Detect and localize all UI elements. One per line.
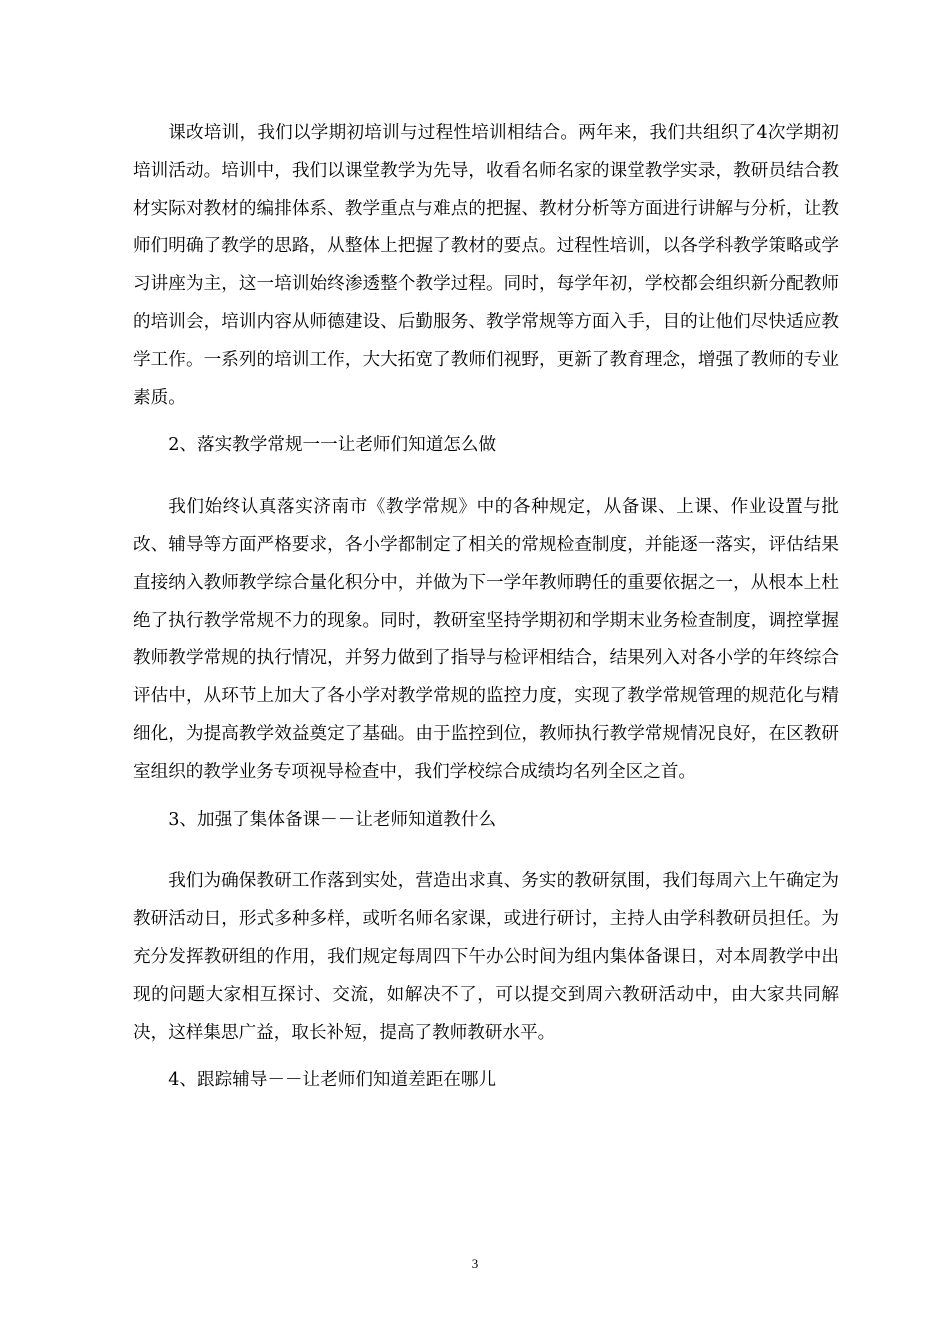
paragraph-collective-lesson-prep: 我们为确保教研工作落到实处，营造出求真、务实的教研氛围，我们每周六上午确定为教研活动日，形式多种多样，或听名师名家课，或进行研讨，主持人由学科教研员担任。为充分发挥教研组的作用，我们规定每周四下午办公时间为组内集体备课日，对本周教学中出现的问题大家相互探讨、交流，如解决不了，可以提交到周六教研活动中，由大家共同解决，这样集思广益，取长补短，提高了教师教研水平。 xyxy=(133,871,839,1043)
page-number: 3 xyxy=(471,1256,479,1271)
section-heading-3: 3、加强了集体备课－－让老师知道教什么 xyxy=(168,809,497,830)
section-heading-2: 2、落实教学常规一一让老师们知道怎么做 xyxy=(168,435,497,456)
section-heading-4: 4、跟踪辅导－－让老师们知道差距在哪儿 xyxy=(168,1070,497,1091)
paragraph-training: 课改培训，我们以学期初培训与过程性培训相结合。两年来，我们共组织了4次学期初培训活动。培训中，我们以课堂教学为先导，收看名师名家的课堂教学实录，教研员结合教材实际对教材的编排体系、教学重点与难点的把握、教材分析等方面进行讲解与分析，让教师们明确了教学的思路，从整体上把握了教材的要点。过程性培训，以各学科教学策略或学习讲座为主，这一培训始终渗透整个教学过程。同时，每学年初，学校都会组织新分配教师的培训会，培训内容从师德建设、后勤服务、教学常规等方面入手，目的让他们尽快适应教学工作。一系列的培训工作，大大拓宽了教师们视野，更新了教育理念，增强了教师的专业素质。 xyxy=(133,123,839,408)
paragraph-teaching-routine: 我们始终认真落实济南市《教学常规》中的各种规定，从备课、上课、作业设置与批改、辅导等方面严格要求，各小学都制定了相关的常规检查制度，并能逐一落实，评估结果直接纳入教师教学综合量化积分中，并做为下一学年教师聘任的重要依据之一，从根本上杜绝了执行教学常规不力的现象。同时，教研室坚持学期初和学期末业务检查制度，调控掌握教师教学常规的执行情况，并努力做到了指导与检评相结合，结果列入对各小学的年终综合评估中，从环节上加大了各小学对教学常规的监控力度，实现了教学常规管理的规范化与精细化，为提高教学效益奠定了基础。由于监控到位，教师执行教学常规情况良好，在区教研室组织的教学业务专项视导检查中，我们学校综合成绩均名列全区之首。 xyxy=(133,497,839,782)
document-body xyxy=(133,115,839,1124)
